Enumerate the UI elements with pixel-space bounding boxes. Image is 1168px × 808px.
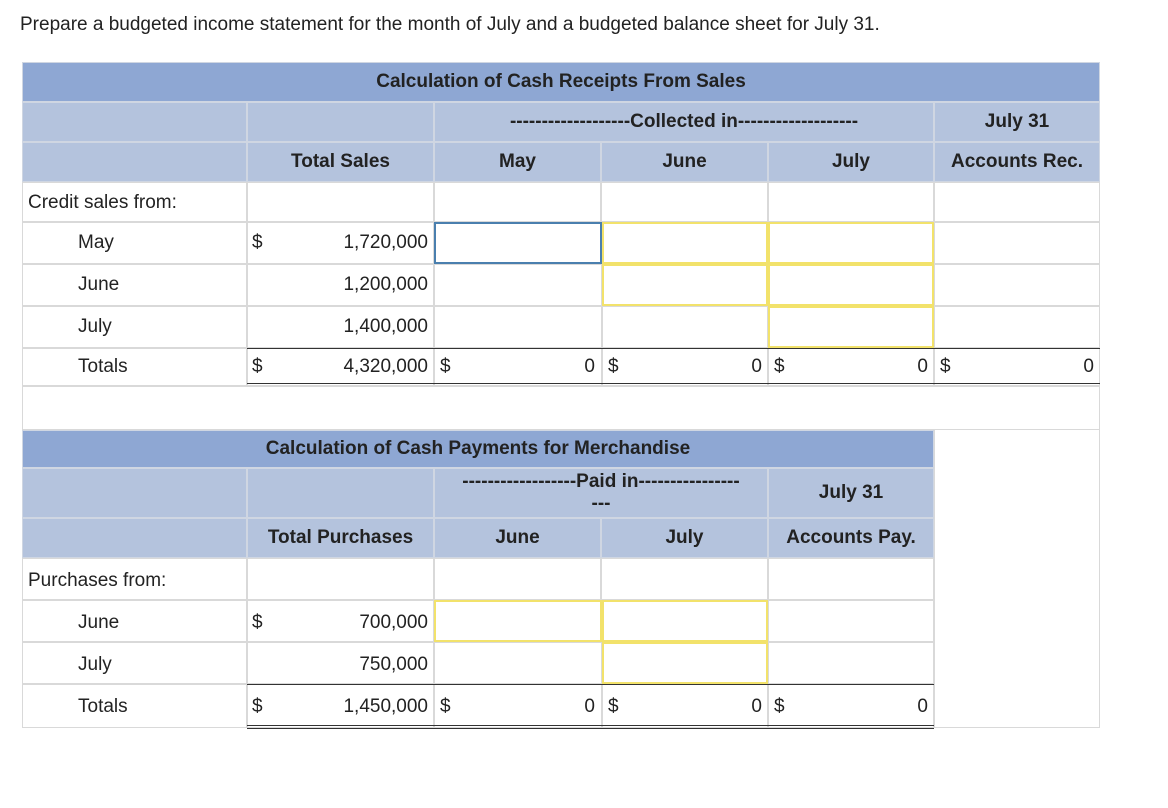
cell — [22, 264, 247, 306]
header-blank — [22, 468, 247, 518]
cell — [22, 642, 247, 684]
total-june: 0 — [751, 356, 762, 377]
total-sales-may: 1,720,000 — [343, 232, 428, 253]
total-purchases-sum: 1,450,000 — [343, 696, 428, 717]
cell — [22, 684, 247, 728]
col-paid-july: July — [601, 518, 768, 558]
cell — [22, 348, 247, 386]
cell — [934, 264, 1100, 306]
col-accounts-rec: Accounts Rec. — [934, 142, 1100, 182]
total-paid-july: 0 — [751, 696, 762, 717]
may-collected-may-input[interactable] — [434, 222, 602, 264]
cell — [247, 558, 434, 600]
col-accounts-pay: Accounts Pay. — [768, 518, 934, 558]
dollar-sign: $ — [774, 696, 785, 717]
col-july: July — [768, 142, 934, 182]
cell — [247, 182, 434, 222]
cell — [22, 306, 247, 348]
cell — [22, 222, 247, 264]
cell — [602, 306, 768, 348]
col-june: June — [601, 142, 768, 182]
col-total-purchases: Total Purchases — [247, 518, 434, 558]
totals-label: Totals — [78, 356, 128, 377]
july-collected-july-input[interactable] — [768, 306, 934, 348]
right-blank-column — [934, 430, 1100, 728]
header-blank — [22, 142, 247, 182]
cell — [934, 182, 1100, 222]
dollar-sign: $ — [608, 696, 619, 717]
cell — [434, 642, 602, 684]
purchase-totals-label: Totals — [78, 696, 128, 717]
total-underline — [247, 684, 934, 685]
may-collected-june-input[interactable] — [602, 222, 768, 264]
paid-in-header — [434, 468, 768, 518]
cell — [768, 600, 934, 642]
july31-header: July 31 — [934, 102, 1100, 142]
receipts-title: Calculation of Cash Receipts From Sales — [22, 62, 1100, 102]
header-blank — [22, 102, 247, 142]
dollar-sign: $ — [440, 356, 451, 377]
row-label-june: June — [78, 274, 120, 295]
june-collected-july-input[interactable] — [768, 264, 934, 306]
cell — [601, 182, 768, 222]
spacer-row — [22, 386, 1100, 430]
cell — [434, 182, 601, 222]
june-paid-june-input[interactable] — [434, 600, 602, 642]
purchase-row-july: July — [78, 654, 112, 675]
total-underline — [247, 348, 1100, 349]
cell — [768, 642, 934, 684]
cell — [434, 264, 602, 306]
dollar-sign: $ — [252, 356, 263, 377]
total-purchases-july: 750,000 — [359, 654, 428, 675]
credit-sales-label: Credit sales from: — [28, 192, 177, 213]
cell — [22, 600, 247, 642]
total-sales-june: 1,200,000 — [343, 274, 428, 295]
purchase-row-june: June — [78, 612, 120, 633]
july31-ap-header: July 31 — [768, 468, 934, 518]
col-total-sales: Total Sales — [247, 142, 434, 182]
total-accounts-pay: 0 — [917, 696, 928, 717]
row-label-july: July — [78, 316, 112, 337]
total-accounts-rec: 0 — [1083, 356, 1094, 377]
dollar-sign: $ — [940, 356, 951, 377]
total-may: 0 — [584, 356, 595, 377]
col-paid-june: June — [434, 518, 601, 558]
header-blank — [22, 518, 247, 558]
june-collected-june-input[interactable] — [602, 264, 768, 306]
dollar-sign: $ — [774, 356, 785, 377]
paid-in-line2: --- — [591, 493, 611, 514]
cell — [434, 558, 601, 600]
dollar-sign: $ — [440, 696, 451, 717]
dollar-sign: $ — [608, 356, 619, 377]
dollar-sign: $ — [252, 696, 263, 717]
collected-in-header: -------------------Collected in------------------- — [434, 102, 934, 142]
total-sales-sum: 4,320,000 — [343, 356, 428, 377]
instruction-text: Prepare a budgeted income statement for the month of July and a budgeted balance sheet for July 31. — [20, 14, 880, 35]
cell — [768, 558, 934, 600]
may-collected-july-input[interactable] — [768, 222, 934, 264]
header-blank — [247, 102, 434, 142]
row-label-may: May — [78, 232, 114, 253]
total-paid-june: 0 — [584, 696, 595, 717]
payments-title: Calculation of Cash Payments for Merchandise — [22, 430, 934, 468]
paid-in-line1: ------------------Paid in---------------- — [462, 471, 740, 492]
dollar-sign: $ — [252, 232, 263, 253]
col-may: May — [434, 142, 601, 182]
dollar-sign: $ — [252, 612, 263, 633]
cell — [434, 306, 602, 348]
june-paid-july-input[interactable] — [602, 600, 768, 642]
header-blank — [247, 468, 434, 518]
july-paid-july-input[interactable] — [602, 642, 768, 684]
cell — [768, 182, 934, 222]
total-purchases-june: 700,000 — [359, 612, 428, 633]
cell — [601, 558, 768, 600]
cell — [934, 306, 1100, 348]
total-july: 0 — [917, 356, 928, 377]
cell — [934, 222, 1100, 264]
total-sales-july: 1,400,000 — [343, 316, 428, 337]
purchases-from-label: Purchases from: — [28, 570, 167, 591]
total-double-underline — [247, 725, 934, 729]
